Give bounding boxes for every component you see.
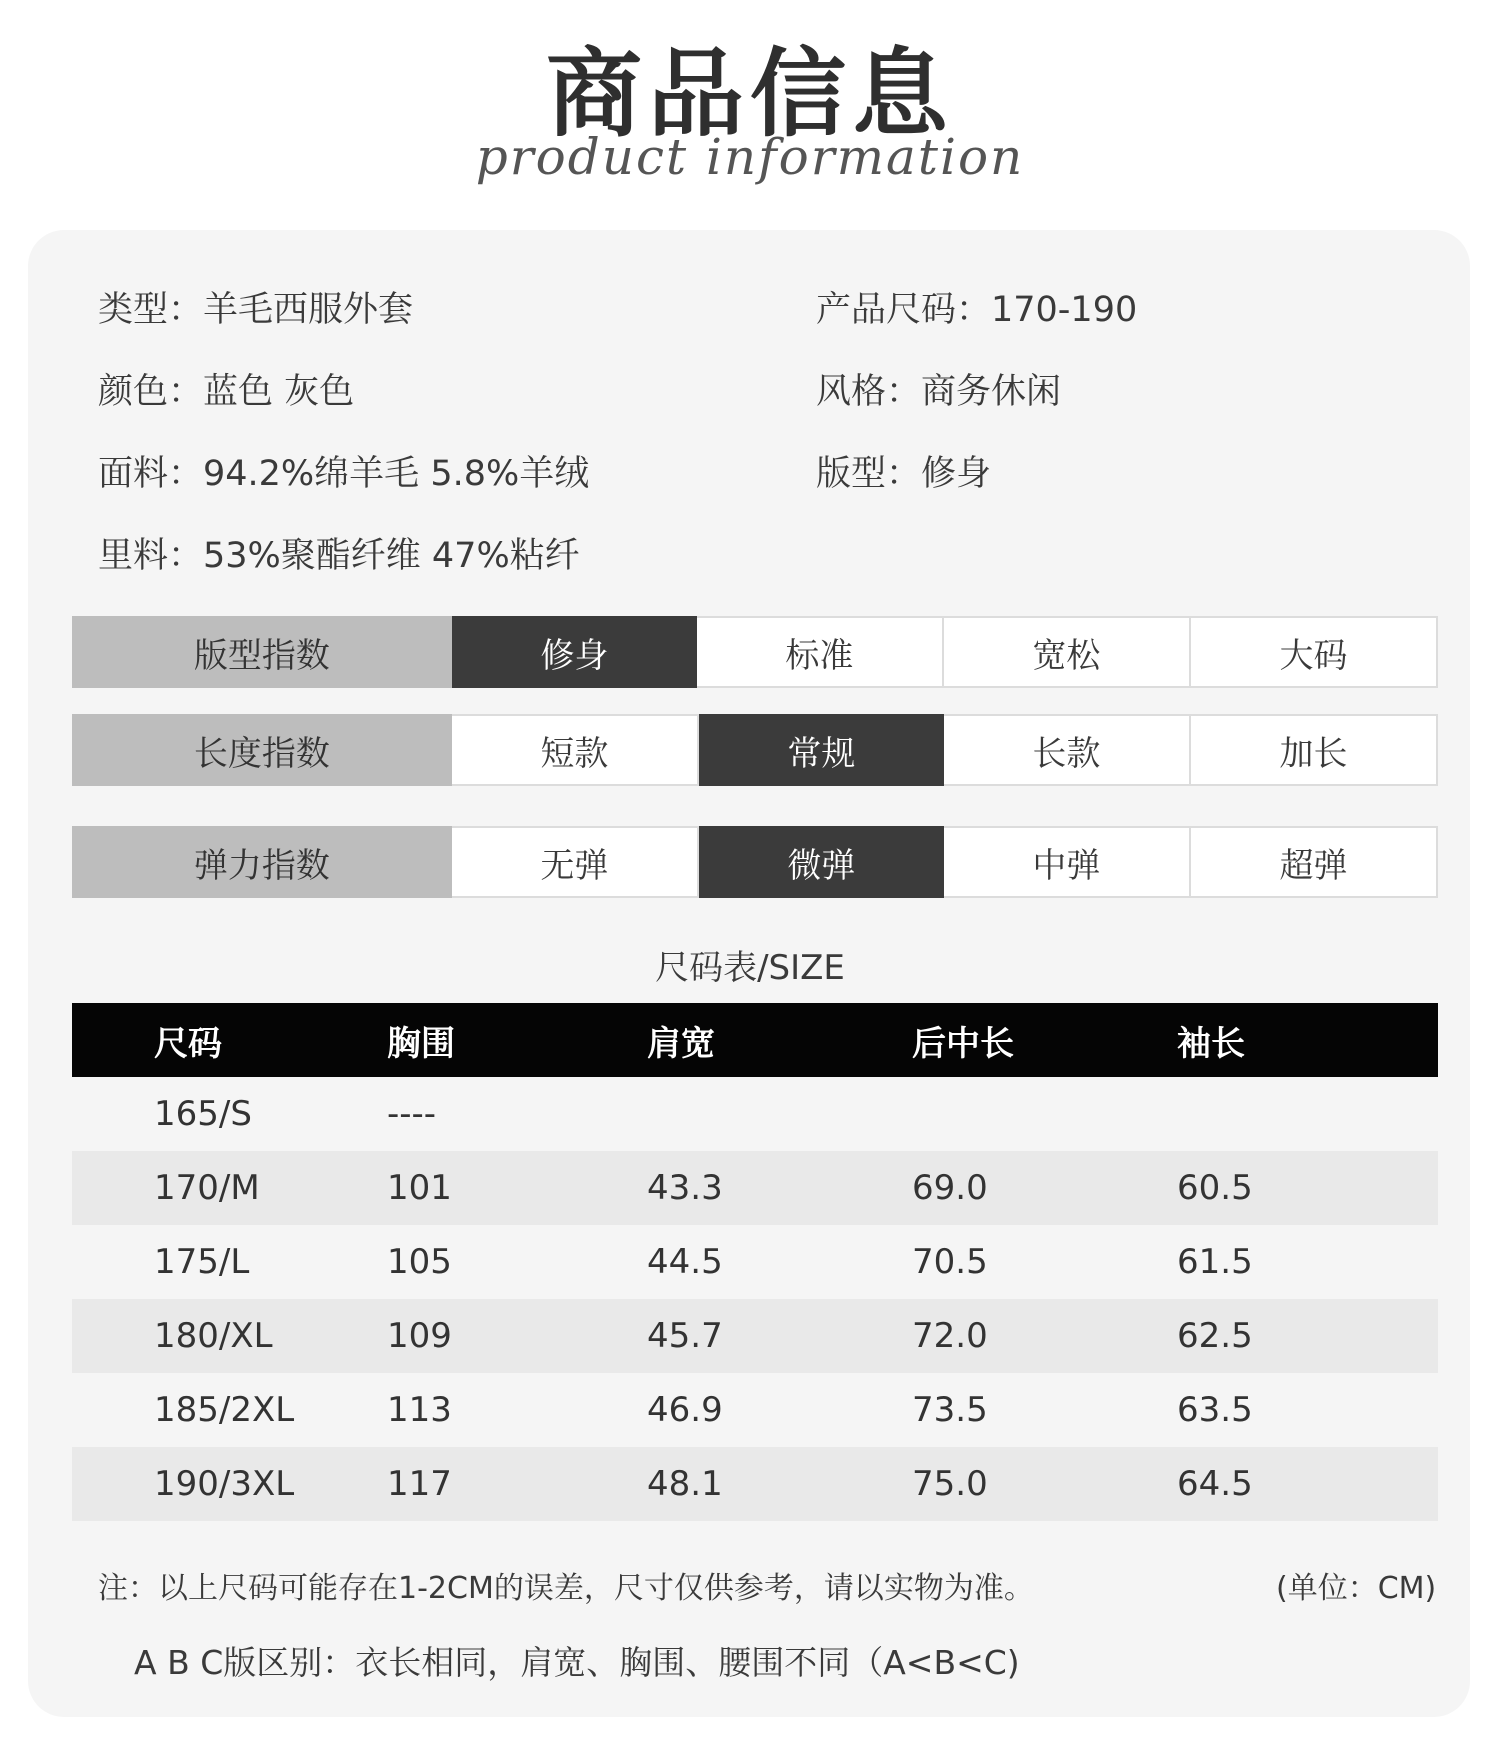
- index-row-label: 版型指数: [72, 616, 452, 688]
- header-sleeve: 袖长: [1177, 1023, 1245, 1064]
- info-style: 风格：商务休闲: [816, 372, 1062, 412]
- index-option: 无弹: [452, 826, 699, 898]
- header-back-length: 后中长: [912, 1023, 1014, 1064]
- index-row-label: 弹力指数: [72, 826, 452, 898]
- table-cell: 63.5: [1177, 1390, 1253, 1430]
- table-cell: 170/M: [154, 1168, 260, 1208]
- table-cell: 75.0: [912, 1464, 988, 1504]
- table-cell: 60.5: [1177, 1168, 1253, 1208]
- size-table-header: [72, 1003, 1438, 1077]
- header-chest: 胸围: [387, 1023, 455, 1064]
- index-option: 加长: [1191, 714, 1438, 786]
- info-size-range: 产品尺码：170-190: [816, 290, 1138, 330]
- info-fabric: 面料：94.2%绵羊毛 5.8%羊绒: [98, 454, 590, 494]
- unit-note: (单位：CM): [1276, 1571, 1437, 1606]
- info-fit: 版型：修身: [816, 454, 992, 494]
- table-row: [72, 1447, 1438, 1521]
- table-cell: 70.5: [912, 1242, 988, 1282]
- size-table: [72, 1003, 1438, 1521]
- table-cell: 61.5: [1177, 1242, 1253, 1282]
- header-shoulder: 肩宽: [647, 1023, 715, 1064]
- header-size: 尺码: [154, 1023, 222, 1064]
- table-cell: 48.1: [647, 1464, 723, 1504]
- table-cell: 72.0: [912, 1316, 988, 1356]
- table-cell: 46.9: [647, 1390, 723, 1430]
- table-cell: 190/3XL: [154, 1464, 295, 1504]
- table-cell: 73.5: [912, 1390, 988, 1430]
- abc-note: A B C版区别：衣长相同，肩宽、胸围、腰围不同（A<B<C): [134, 1643, 1020, 1682]
- table-cell: 64.5: [1177, 1464, 1253, 1504]
- index-option: 标准: [697, 616, 944, 688]
- page-subtitle: product information: [475, 128, 1025, 186]
- index-row: [72, 616, 1438, 688]
- index-option: 超弹: [1191, 826, 1438, 898]
- table-row: [72, 1151, 1438, 1225]
- table-cell: 113: [387, 1390, 452, 1430]
- table-cell: 101: [387, 1168, 452, 1208]
- index-option: 大码: [1191, 616, 1438, 688]
- table-cell: 175/L: [154, 1242, 250, 1282]
- index-row: [72, 714, 1438, 786]
- index-option: 中弹: [944, 826, 1191, 898]
- table-cell: 165/S: [154, 1094, 252, 1134]
- table-cell: 43.3: [647, 1168, 723, 1208]
- table-cell: 62.5: [1177, 1316, 1253, 1356]
- table-row: [72, 1077, 1438, 1151]
- index-option: 短款: [452, 714, 699, 786]
- index-option: 修身: [452, 616, 697, 688]
- index-option: 宽松: [944, 616, 1191, 688]
- table-cell: ----: [387, 1094, 437, 1134]
- index-option: 常规: [699, 714, 944, 786]
- table-cell: 117: [387, 1464, 452, 1504]
- table-row: [72, 1299, 1438, 1373]
- info-color: 颜色：蓝色 灰色: [98, 372, 355, 412]
- index-option: 微弹: [699, 826, 944, 898]
- table-cell: 44.5: [647, 1242, 723, 1282]
- page-title: 商品信息: [546, 38, 954, 150]
- index-option: 长款: [944, 714, 1191, 786]
- table-row: [72, 1225, 1438, 1299]
- table-cell: 109: [387, 1316, 452, 1356]
- index-row-label: 长度指数: [72, 714, 452, 786]
- table-cell: 45.7: [647, 1316, 723, 1356]
- index-row: [72, 826, 1438, 898]
- info-type: 类型：羊毛西服外套: [98, 290, 414, 330]
- table-row: [72, 1373, 1438, 1447]
- size-note: 注：以上尺码可能存在1-2CM的误差，尺寸仅供参考，请以实物为准。: [98, 1571, 1034, 1606]
- table-cell: 185/2XL: [154, 1390, 295, 1430]
- table-cell: 180/XL: [154, 1316, 273, 1356]
- table-cell: 105: [387, 1242, 452, 1282]
- size-table-caption: 尺码表/SIZE: [655, 948, 845, 988]
- info-lining: 里料：53%聚酯纤维 47%粘纤: [98, 536, 580, 576]
- table-cell: 69.0: [912, 1168, 988, 1208]
